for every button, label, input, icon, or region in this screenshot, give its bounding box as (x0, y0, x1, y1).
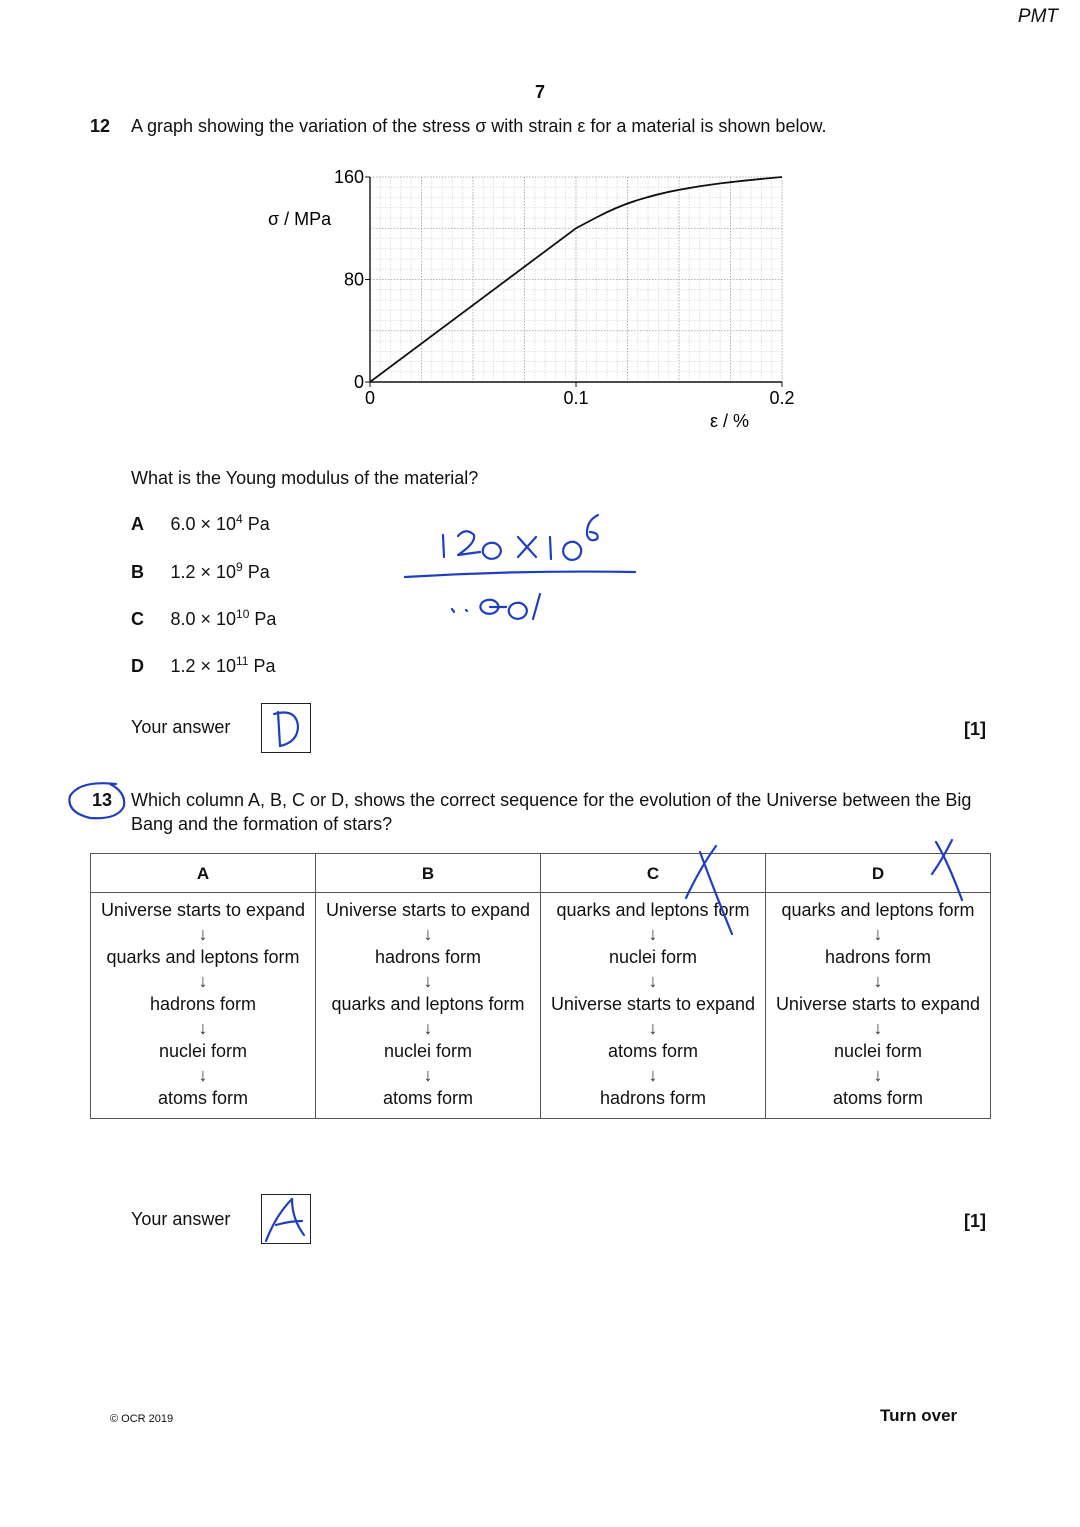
handwritten-answer-a (262, 1195, 310, 1243)
sequence-step: nuclei form (608, 947, 698, 967)
sequence-step: atoms form (382, 1088, 474, 1108)
q12-answer-label: Your answer (131, 717, 231, 737)
sequence-step: atoms form (607, 1041, 699, 1061)
y-tick-label: 160 (333, 167, 364, 187)
down-arrow-icon: ↓ (873, 924, 883, 944)
down-arrow-icon: ↓ (423, 924, 433, 944)
q13-answer-box[interactable] (261, 1194, 311, 1244)
question-13-stem: Which column A, B, C or D, shows the correct sequence for the evolution of the Universe between the Big Bang and the formation of stars? (131, 790, 972, 834)
down-arrow-icon: ↓ (423, 1018, 433, 1038)
x-tick-label: 0 (364, 388, 376, 408)
column-b-steps (316, 893, 541, 1119)
down-arrow-icon: ↓ (873, 971, 883, 991)
sequence-step: hadrons form (599, 1088, 707, 1108)
option-value: $8.0 \times 10^{10}$ Pa (170, 607, 277, 629)
down-arrow-icon: ↓ (873, 1018, 883, 1038)
sequence-step: atoms form (157, 1088, 249, 1108)
stress-strain-graph (250, 160, 830, 440)
y-tick-label: 0 (353, 372, 364, 392)
sequence-step: quarks and leptons form (106, 947, 300, 967)
page-number: 7 (534, 82, 545, 102)
down-arrow-icon: ↓ (648, 1018, 658, 1038)
sequence-step: Universe starts to expand (550, 994, 756, 1014)
question-12-stem: A graph showing the variation of the stress σ with strain ε for a material is shown below. (131, 116, 827, 136)
sequence-step: nuclei form (833, 1041, 923, 1061)
down-arrow-icon: ↓ (198, 1065, 208, 1085)
option-d (131, 654, 276, 677)
down-arrow-icon: ↓ (423, 1065, 433, 1085)
down-arrow-icon: ↓ (648, 1065, 658, 1085)
question-13-number: 13 (92, 790, 113, 810)
sequence-step: atoms form (832, 1088, 924, 1108)
x-tick-label: 0.1 (563, 388, 589, 408)
sequence-step: Universe starts to expand (100, 900, 306, 920)
copyright: © OCR 2019 (110, 1413, 174, 1425)
sequence-step: quarks and leptons form (781, 900, 975, 920)
x-tick-label: 0.2 (769, 388, 795, 408)
q12-marks: [1] (964, 719, 986, 739)
column-header-c: C (541, 854, 766, 893)
option-value: $1.2 \times 10^{11}$ Pa (170, 654, 276, 676)
q13-answer-label: Your answer (131, 1209, 231, 1229)
watermark: PMT (1017, 6, 1058, 27)
sequence-step: nuclei form (383, 1041, 473, 1061)
sequence-step: hadrons form (149, 994, 257, 1014)
down-arrow-icon: ↓ (423, 971, 433, 991)
option-letter: C (131, 609, 144, 629)
down-arrow-icon: ↓ (198, 971, 208, 991)
option-a (131, 512, 270, 535)
down-arrow-icon: ↓ (198, 1018, 208, 1038)
graph-grid (370, 177, 782, 382)
sequence-step: hadrons form (824, 947, 932, 967)
question-12-prompt: What is the Young modulus of the material? (131, 468, 479, 488)
question-12-number: 12 (90, 116, 111, 136)
down-arrow-icon: ↓ (198, 924, 208, 944)
option-letter: A (131, 514, 144, 534)
sequence-step: quarks and leptons form (556, 900, 750, 920)
q12-answer-box[interactable] (261, 703, 311, 753)
handwritten-crosses (680, 838, 980, 938)
sequence-step: nuclei form (158, 1041, 248, 1061)
option-value: $1.2 \times 10^9$ Pa (170, 560, 270, 582)
option-letter: D (131, 656, 144, 676)
sequence-step: Universe starts to expand (775, 994, 981, 1014)
down-arrow-icon: ↓ (648, 971, 658, 991)
option-b (131, 560, 270, 583)
y-axis-label: σ / MPa (268, 209, 332, 229)
sequence-step: hadrons form (374, 947, 482, 967)
q13-marks: [1] (964, 1211, 986, 1231)
column-header-a: A (91, 854, 316, 893)
option-c (131, 607, 276, 630)
handwritten-answer-d (262, 704, 310, 752)
option-value: $6.0 \times 10^4$ Pa (170, 512, 270, 534)
sequence-step: quarks and leptons form (331, 994, 525, 1014)
handwritten-working (400, 505, 645, 625)
down-arrow-icon: ↓ (648, 924, 658, 944)
option-letter: B (131, 562, 144, 582)
column-header-b: B (316, 854, 541, 893)
y-tick-label: 80 (343, 269, 364, 290)
turn-over: Turn over (880, 1406, 958, 1425)
x-axis-label: ε / % (710, 411, 750, 431)
column-header-d: D (766, 854, 991, 893)
column-a-steps (91, 893, 316, 1119)
down-arrow-icon: ↓ (873, 1065, 883, 1085)
sequence-step: Universe starts to expand (325, 900, 531, 920)
